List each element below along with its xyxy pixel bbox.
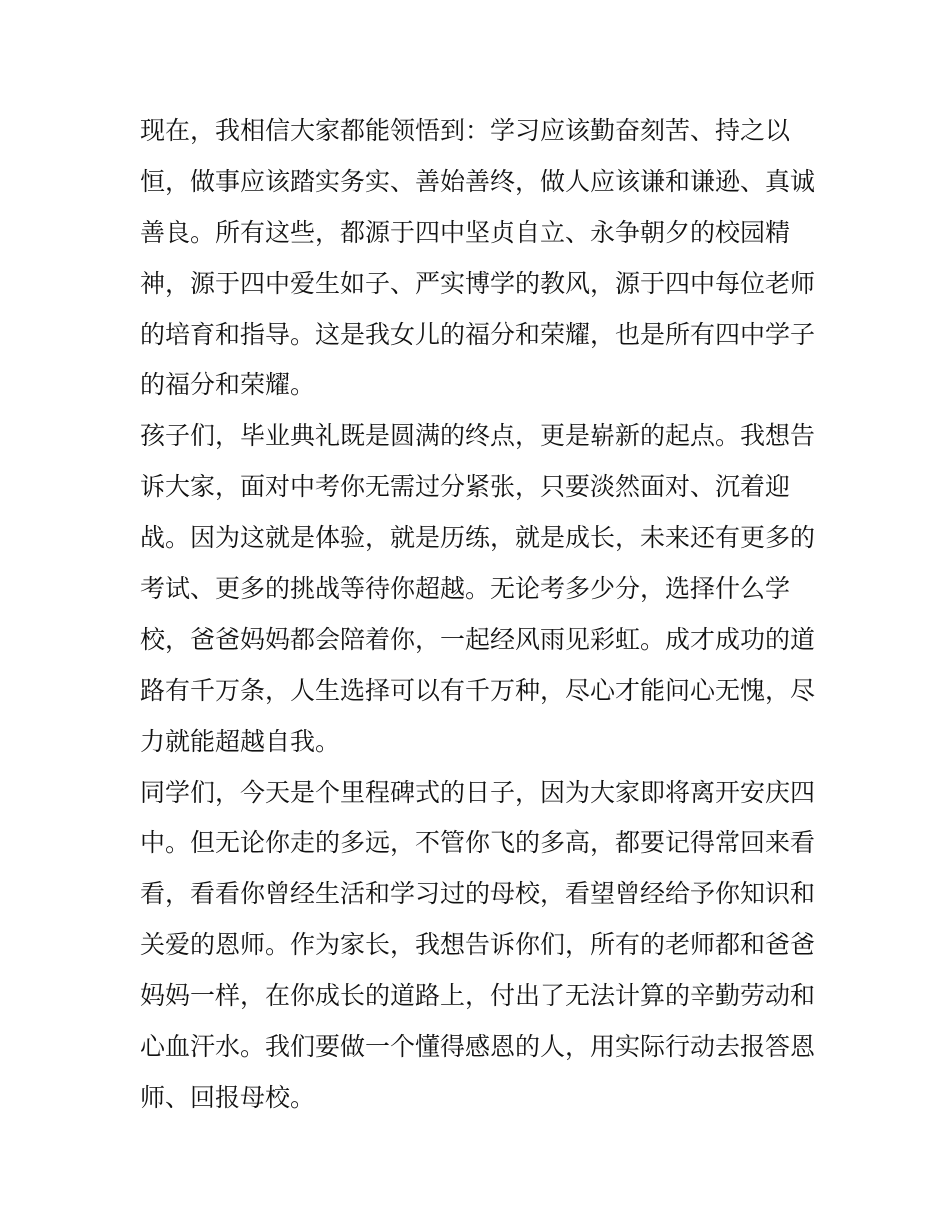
text-line: 孩子们，毕业典礼既是圆满的终点，更是崭新的起点。我想告 [140,421,816,451]
text-line: 战。因为这就是体验，就是历练，就是成长，未来还有更多的 [140,523,816,553]
text-line: 考试、更多的挑战等待你超越。无论考多少分，选择什么学 [140,574,791,604]
paragraph-2 [140,411,820,767]
text-line: 现在，我相信大家都能领悟到：学习应该勤奋刻苦、持之以 [140,116,791,145]
text-line: 心血汗水。我们要做一个懂得感恩的人，用实际行动去报答恩 [140,1032,816,1062]
text-line: 路有千万条，人生选择可以有千万种，尽心才能问心无愧，尽 [140,675,816,705]
text-line: 中。但无论你走的多远，不管你飞的多高，都要记得常回来看 [140,828,816,858]
text-line: 诉大家，面对中考你无需过分紧张，只要淡然面对、沉着迎 [140,472,791,502]
text-line: 的福分和荣耀。 [140,370,316,400]
text-line: 善良。所有这些，都源于四中坚贞自立、永争朝夕的校园精 [140,217,791,247]
text-line: 关爱的恩师。作为家长，我想告诉你们，所有的老师都和爸爸 [140,930,816,960]
text-line: 力就能超越自我。 [140,726,341,756]
text-line: 的培育和指导。这是我女儿的福分和荣耀，也是所有四中学子 [140,319,816,349]
text-line: 师、回报母校。 [140,1082,316,1112]
text-line: 校，爸爸妈妈都会陪着你，一起经风雨见彩虹。成才成功的道 [140,624,816,654]
paragraph-3 [140,768,820,1124]
text-line: 妈妈一样，在你成长的道路上，付出了无法计算的辛勤劳动和 [140,981,816,1011]
text-line: 同学们，今天是个里程碑式的日子，因为大家即将离开安庆四 [140,777,816,807]
paragraph-1 [140,106,820,411]
document-body [140,106,820,1124]
text-line: 看，看看你曾经生活和学习过的母校，看望曾经给予你知识和 [140,879,816,909]
text-line: 恒，做事应该踏实务实、善始善终，做人应该谦和谦逊、真诚 [140,166,816,196]
text-line: 神，源于四中爱生如子、严实博学的教风，源于四中每位老师 [140,268,816,298]
